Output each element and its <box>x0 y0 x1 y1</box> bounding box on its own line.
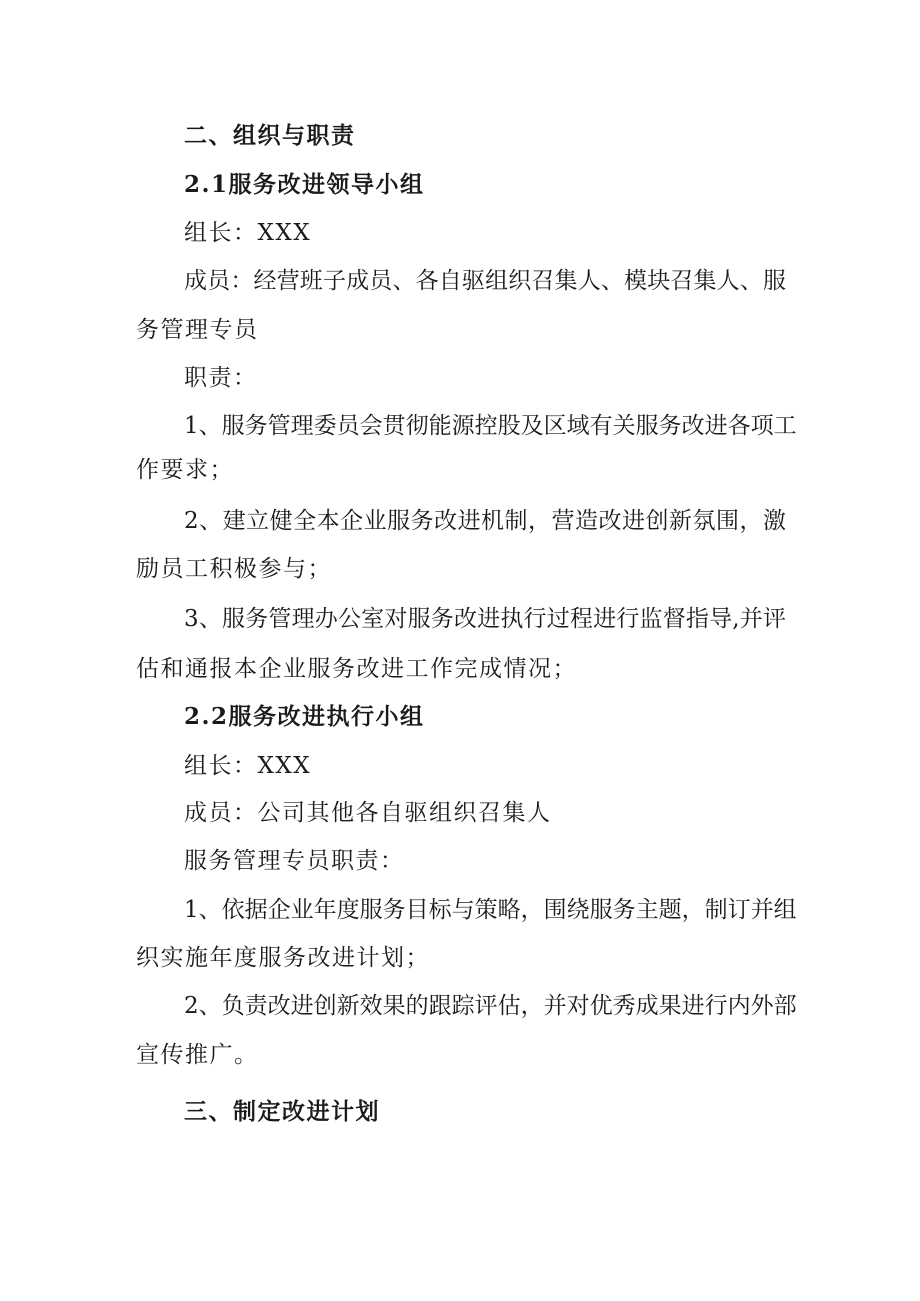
leader-line-2-2: 组长：XXX <box>184 753 312 779</box>
members-line-2-1-a: 成员：经营班子成员、各自驱组织召集人、模块召集人、服 <box>184 268 786 294</box>
duty-item-2-2-1-b: 织实施年度服务改进计划； <box>136 945 430 971</box>
duty-item-2-1-2-b: 励员工积极参与； <box>136 556 332 582</box>
duty-item-2-1-3-b: 估和通报本企业服务改进工作完成情况； <box>136 656 577 682</box>
document-page <box>136 0 797 1301</box>
duty-item-2-2-1-a: 1、依据企业年度服务目标与策略，围绕服务主题，制订并组 <box>184 897 797 923</box>
duty-item-2-1-1-a: 1、服务管理委员会贯彻能源控股及区域有关服务改进各项工 <box>184 413 797 439</box>
members-line-2-1-b: 务管理专员 <box>136 317 259 343</box>
subsection-title-2-1: 2.1服务改进领导小组 <box>184 171 425 198</box>
duties-label-2-1: 职责： <box>184 365 258 391</box>
leader-line-2-1: 组长：XXX <box>184 220 312 246</box>
duty-item-2-1-2-a: 2、建立健全本企业服务改进机制，营造改进创新氛围，激 <box>184 508 786 534</box>
subsection-title-2-2: 2.2服务改进执行小组 <box>184 703 425 730</box>
section-heading-2: 二、组织与职责 <box>184 122 356 149</box>
duty-item-2-2-2-b: 宣传推广。 <box>136 1042 259 1068</box>
duties-label-2-2: 服务管理专员职责： <box>184 848 405 874</box>
members-line-2-2: 成员：公司其他各自驱组织召集人 <box>184 800 552 826</box>
duty-item-2-1-1-b: 作要求； <box>136 457 234 483</box>
duty-item-2-1-3-a: 3、服务管理办公室对服务改进执行过程进行监督指导,并评 <box>184 606 786 632</box>
duty-item-2-2-2-a: 2、负责改进创新效果的跟踪评估，并对优秀成果进行内外部 <box>184 993 797 1019</box>
section-heading-3: 三、制定改进计划 <box>184 1098 380 1125</box>
